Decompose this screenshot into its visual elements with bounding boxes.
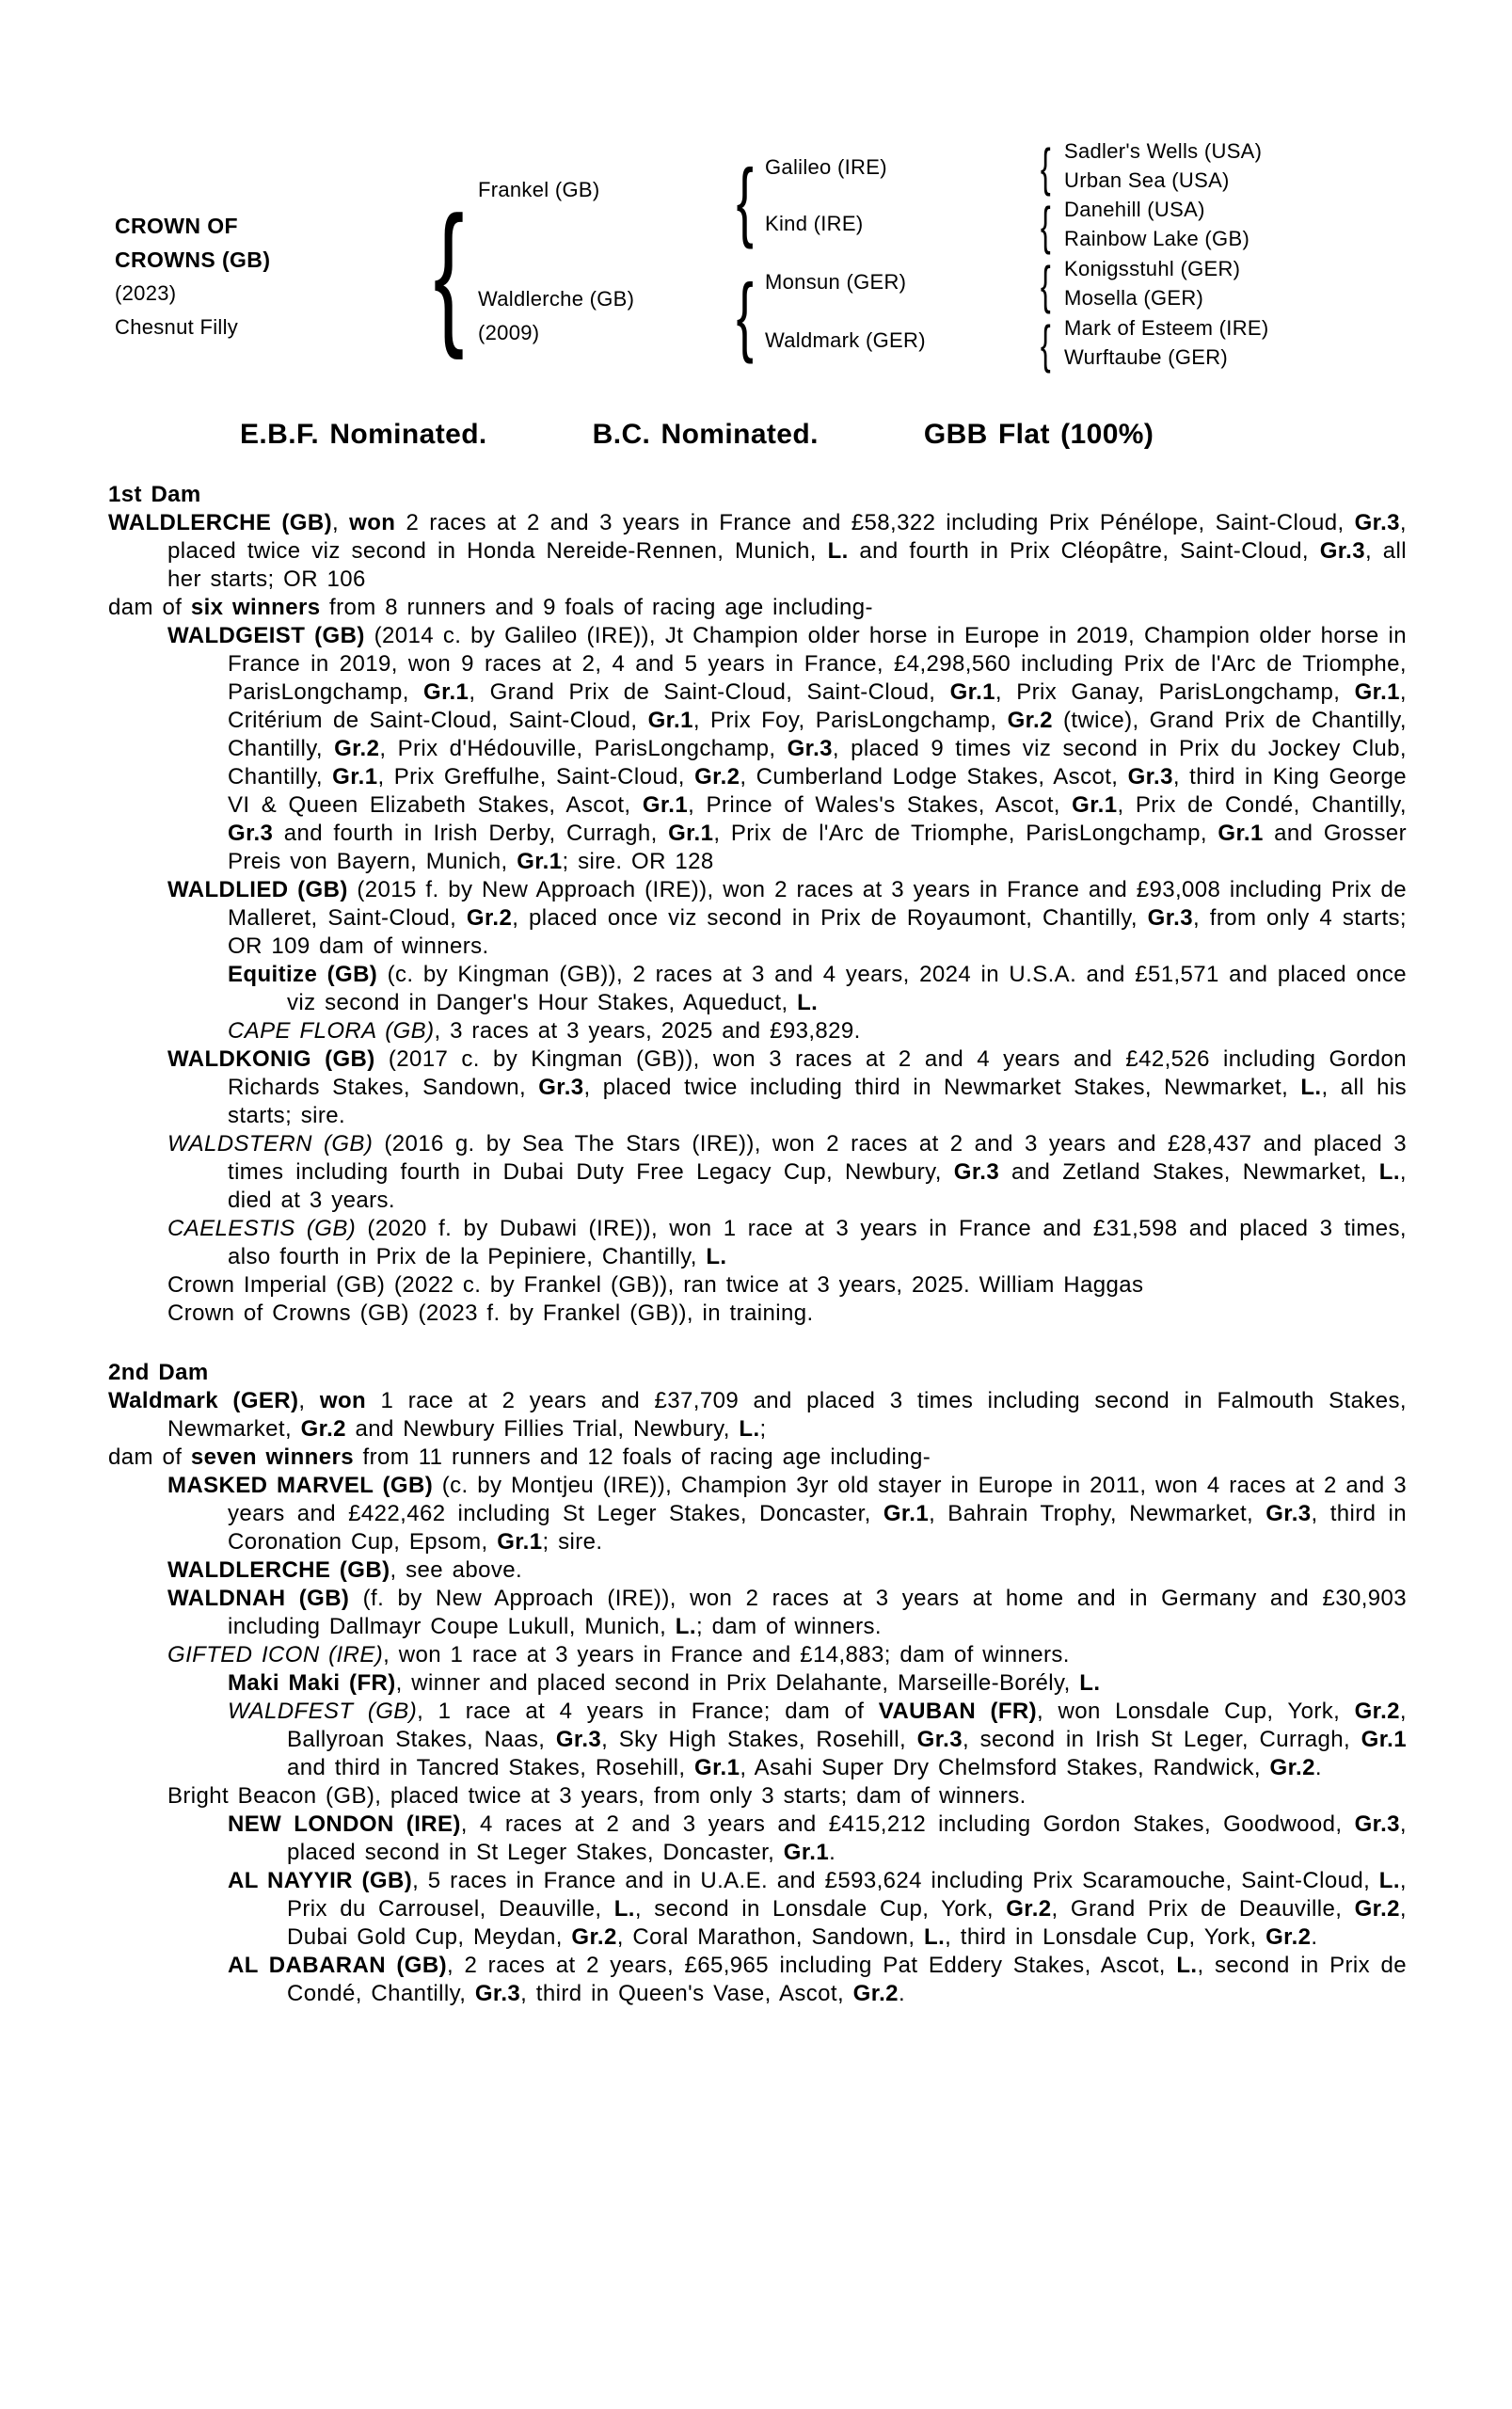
- text-run: L.: [1176, 1953, 1198, 1978]
- entry-crown-of-crowns: [108, 1300, 1407, 1328]
- ebf-nominated-label: E.B.F. Nominated.: [240, 419, 487, 450]
- dam-name: Waldlerche (GB): [478, 287, 635, 311]
- great-grandparent-3: Danehill (USA): [1064, 198, 1205, 221]
- text-run: (2014 c. by Galileo (IRE)), Jt Champion older horse in Europe in 2019, Champion older horse in France in 2019, won 9 races at 2, 4 and 5 years in France, £4,298,560 including Prix de l'Arc de Triomphe, ParisLongchamp,: [228, 623, 1407, 705]
- text-run: MASKED MARVEL (GB): [167, 1473, 434, 1498]
- text-run: Gr.1: [1218, 821, 1264, 846]
- subject-description: Chesnut Filly: [115, 315, 239, 339]
- text-run: won: [349, 510, 396, 535]
- great-grandparent-7: Mark of Esteem (IRE): [1064, 316, 1269, 340]
- grandparent-dam-sire: Monsun (GER): [765, 270, 907, 294]
- text-run: Gr.1: [517, 849, 563, 874]
- text-run: ; sire. OR 128: [562, 849, 714, 874]
- brace-gg-pair-4: [1032, 312, 1058, 376]
- text-run: L.: [924, 1924, 946, 1950]
- text-run: , placed second in St Leger Stakes, Doncaster,: [287, 1811, 1407, 1865]
- text-run: , died at 3 years.: [228, 1159, 1407, 1213]
- text-run: Gr.1: [1072, 792, 1118, 818]
- great-grandparent-2: Urban Sea (USA): [1064, 168, 1230, 192]
- text-run: , Asahi Super Dry Chelmsford Stakes, Randwick,: [740, 1755, 1270, 1780]
- great-grandparent-8: Wurftaube (GER): [1064, 345, 1229, 369]
- text-run: , 4 races at 2 and 3 years and £415,212 including Gordon Stakes, Goodwood,: [460, 1811, 1355, 1837]
- text-run: ,: [298, 1388, 320, 1413]
- text-run: 1 race at 2 years and £37,709 and placed 3 times including second in Falmouth Stakes, Newmarket,: [167, 1388, 1407, 1442]
- text-run: , third in Queen's Vase, Ascot,: [520, 1981, 853, 2006]
- text-run: GIFTED ICON (IRE): [167, 1642, 384, 1667]
- text-run: , second in Prix de Condé, Chantilly,: [287, 1953, 1408, 2006]
- text-run: Gr.3: [474, 1981, 521, 2006]
- text-run: Maki Maki (FR): [228, 1670, 396, 1696]
- text-run: , winner and placed second in Prix Delahante, Marseille-Borély,: [395, 1670, 1080, 1696]
- text-run: Crown Imperial (GB) (2022 c. by Frankel (GB)), ran twice at 3 years, 2025. William Haggas: [167, 1272, 1144, 1298]
- text-run: , placed twice viz second in Honda Nereide-Rennen, Munich,: [167, 510, 1407, 564]
- grandparent-dam-dam: Waldmark (GER): [765, 328, 926, 352]
- grandparent-sire-dam: Kind (IRE): [765, 212, 864, 235]
- text-run: (twice), Grand Prix de Chantilly, Chantilly,: [228, 708, 1407, 761]
- text-run: , Prix de Condé, Chantilly,: [1117, 792, 1407, 818]
- dam-of-six-winners: [108, 594, 1407, 622]
- text-run: Gr.2: [1006, 1896, 1052, 1922]
- entry-waldgeist: [108, 622, 1407, 876]
- text-run: L.: [675, 1614, 696, 1639]
- text-run: Gr.1: [783, 1840, 830, 1865]
- text-run: WALDNAH (GB): [167, 1586, 350, 1611]
- entry-equitize: [108, 961, 1407, 1017]
- text-run: (2017 c. by Kingman (GB)), won 3 races at 2 and 4 years and £42,526 including Gordon Richards Stakes, Sandown,: [228, 1046, 1408, 1100]
- text-run: VAUBAN (FR): [878, 1699, 1038, 1724]
- text-run: Gr.3: [1354, 510, 1400, 535]
- text-run: , Ballyroan Stakes, Naas,: [287, 1699, 1407, 1752]
- text-run: , Critérium de Saint-Cloud, Saint-Cloud,: [228, 679, 1407, 733]
- text-run: , Prix Foy, ParisLongchamp,: [692, 708, 1008, 733]
- text-run: (f. by New Approach (IRE)), won 2 races at 3 years at home and in Germany and £30,903 including Dallmayr Coupe Lukull, Munich,: [228, 1586, 1407, 1639]
- text-run: WALDFEST (GB): [228, 1699, 418, 1724]
- grandparent-sire-sire: Galileo (IRE): [765, 155, 887, 179]
- text-run: , 3 races at 3 years, 2025 and £93,829.: [434, 1018, 861, 1044]
- dam-year: (2009): [478, 321, 540, 344]
- text-run: and Grosser Preis von Bayern, Munich,: [228, 821, 1407, 874]
- text-run: , won Lonsdale Cup, York,: [1037, 1699, 1355, 1724]
- text-run: WALDLERCHE (GB): [108, 510, 332, 535]
- great-grandparent-5: Konigsstuhl (GER): [1064, 257, 1241, 280]
- text-run: Waldmark (GER): [108, 1388, 299, 1413]
- text-run: CAELESTIS (GB): [167, 1216, 357, 1241]
- text-run: Gr.1: [668, 821, 714, 846]
- text-run: Gr.1: [423, 679, 470, 705]
- text-run: and third in Tancred Stakes, Rosehill,: [287, 1755, 695, 1780]
- great-grandparent-4: Rainbow Lake (GB): [1064, 227, 1250, 250]
- brace-gg-pair-2: [1032, 194, 1058, 258]
- text-run: and Zetland Stakes, Newmarket,: [999, 1159, 1379, 1185]
- text-run: Gr.2: [1265, 1924, 1312, 1950]
- text-run: Gr.2: [852, 1981, 899, 2006]
- text-run: ;: [759, 1416, 767, 1442]
- text-run: , Prix Ganay, ParisLongchamp,: [995, 679, 1355, 705]
- text-run: Gr.1: [1354, 679, 1400, 705]
- text-run: , Cumberland Lodge Stakes, Ascot,: [740, 764, 1128, 790]
- section-heading: 2nd Dam: [108, 1360, 209, 1385]
- entry-al-nayyir: [108, 1867, 1407, 1952]
- entry-gifted-icon: [108, 1641, 1407, 1669]
- text-run: Gr.2: [1354, 1699, 1400, 1724]
- entry-waldmark: [108, 1387, 1407, 1444]
- entry-maki-maki: [108, 1669, 1407, 1698]
- text-run: , Prix d'Hédouville, ParisLongchamp,: [379, 736, 788, 761]
- text-run: Gr.1: [949, 679, 995, 705]
- entry-waldlied: [108, 876, 1407, 961]
- text-run: WALDLERCHE (GB): [167, 1557, 390, 1583]
- text-run: won: [319, 1388, 367, 1413]
- text-run: , second in Irish St Leger, Curragh,: [962, 1727, 1361, 1752]
- dam-of-seven-winners: [108, 1444, 1407, 1472]
- text-run: WALDGEIST (GB): [167, 623, 365, 648]
- text-run: Gr.3: [787, 736, 833, 761]
- text-run: ; dam of winners.: [695, 1614, 882, 1639]
- text-run: (2015 f. by New Approach (IRE)), won 2 races at 3 years in France and £93,008 including Prix de Malleret, Saint-Cloud,: [228, 877, 1407, 931]
- text-run: , Prince of Wales's Stakes, Ascot,: [688, 792, 1073, 818]
- text-run: Gr.1: [647, 708, 693, 733]
- text-run: Gr.2: [1269, 1755, 1315, 1780]
- sire-name: Frankel (GB): [478, 178, 600, 201]
- text-run: Gr.3: [1127, 764, 1173, 790]
- text-run: , second in Lonsdale Cup, York,: [634, 1896, 1007, 1922]
- text-run: .: [898, 1981, 906, 2006]
- text-run: Gr.1: [883, 1501, 930, 1526]
- text-run: from 8 runners and 9 foals of racing age including-: [320, 595, 873, 620]
- text-run: Gr.3: [1319, 538, 1365, 564]
- text-run: ; sire.: [542, 1529, 603, 1555]
- text-run: , Coral Marathon, Sandown,: [616, 1924, 925, 1950]
- text-run: , Grand Prix de Saint-Cloud, Saint-Cloud,: [469, 679, 950, 705]
- text-run: .: [829, 1840, 836, 1865]
- text-run: (c. by Montjeu (IRE)), Champion 3yr old stayer in Europe in 2011, won 4 races at 2 and 3 years and £422,462 including St Leger Stakes, Doncaster,: [228, 1473, 1407, 1526]
- text-run: Gr.3: [1265, 1501, 1312, 1526]
- text-run: , won 1 race at 3 years in France and £14,883; dam of winners.: [383, 1642, 1070, 1667]
- text-run: from 11 runners and 12 foals of racing age including-: [353, 1444, 931, 1470]
- dam-block: [478, 282, 634, 350]
- text-run: Gr.1: [694, 1755, 740, 1780]
- text-run: , placed twice including third in Newmarket Stakes, Newmarket,: [583, 1075, 1301, 1100]
- text-run: Gr.1: [332, 764, 378, 790]
- text-run: Gr.3: [555, 1727, 602, 1752]
- text-run: AL NAYYIR (GB): [228, 1868, 413, 1893]
- text-run: dam of: [108, 595, 191, 620]
- text-run: , Dubai Gold Cup, Meydan,: [287, 1896, 1407, 1950]
- brace-generation-1: [420, 174, 478, 370]
- text-run: (c. by Kingman (GB)), 2 races at 3 and 4 years, 2024 in U.S.A. and £51,571 and placed once viz second in Danger's Hour Stakes, Aqueduct,: [287, 962, 1407, 1015]
- text-run: , Sky High Stakes, Rosehill,: [601, 1727, 917, 1752]
- entry-waldlerche-see-above: [108, 1556, 1407, 1585]
- text-run: Gr.3: [953, 1159, 1000, 1185]
- text-run: WALDSTERN (GB): [167, 1131, 374, 1157]
- text-run: , third in Coronation Cup, Epsom,: [228, 1501, 1407, 1555]
- entry-caelestis: [108, 1215, 1407, 1271]
- brace-sire-parents: [727, 146, 763, 254]
- text-run: Gr.3: [228, 821, 274, 846]
- text-run: , placed once viz second in Prix de Royaumont, Chantilly,: [512, 905, 1148, 931]
- text-run: WALDKONIG (GB): [167, 1046, 375, 1072]
- text-run: 2 races at 2 and 3 years in France and £58,322 including Prix Pénélope, Saint-Cloud,: [395, 510, 1355, 535]
- text-run: Bright Beacon (GB), placed twice at 3 years, from only 3 starts; dam of winners.: [167, 1783, 1027, 1809]
- text-run: , third in King George VI & Queen Elizabeth Stakes, Ascot,: [228, 764, 1407, 818]
- text-run: Gr.2: [334, 736, 380, 761]
- text-run: L.: [739, 1416, 760, 1442]
- text-run: , Grand Prix de Deauville,: [1051, 1896, 1355, 1922]
- section-1st-dam: [108, 481, 1407, 1328]
- text-run: , placed 9 times viz second in Prix du Jockey Club, Chantilly,: [228, 736, 1407, 790]
- text-run: Gr.1: [1361, 1727, 1407, 1752]
- nomination-line: [240, 421, 1407, 449]
- text-run: .: [1314, 1755, 1322, 1780]
- text-run: AL DABARAN (GB): [228, 1953, 447, 1978]
- text-run: L.: [1300, 1075, 1322, 1100]
- gbb-flat-label: GBB Flat (100%): [923, 419, 1154, 450]
- catalogue-body: [108, 421, 1407, 2008]
- subject-horse-block: [115, 209, 270, 344]
- text-run: , Bahrain Trophy, Newmarket,: [929, 1501, 1266, 1526]
- text-run: (2020 f. by Dubawi (IRE)), won 1 race at 3 years in France and £31,598 and placed 3 times, also fourth in Prix de la Pepiniere, Chantilly,: [228, 1216, 1407, 1269]
- text-run: and fourth in Prix Cléopâtre, Saint-Cloud,: [848, 538, 1320, 564]
- dam-sections: [108, 481, 1407, 2008]
- text-run: , 5 races in France and in U.A.E. and £593,624 including Prix Scaramouche, Saint-Cloud,: [412, 1868, 1379, 1893]
- text-run: Gr.2: [1354, 1896, 1400, 1922]
- section-heading: 1st Dam: [108, 482, 201, 507]
- text-run: , all his starts; sire.: [228, 1075, 1408, 1128]
- text-run: Gr.1: [497, 1529, 543, 1555]
- text-run: CAPE FLORA (GB): [228, 1018, 435, 1044]
- text-run: six winners: [190, 595, 321, 620]
- entry-new-london: [108, 1811, 1407, 1867]
- entry-waldlerche: [108, 509, 1407, 594]
- text-run: L.: [613, 1896, 635, 1922]
- entry-waldkonig: [108, 1045, 1407, 1130]
- entry-waldstern: [108, 1130, 1407, 1215]
- text-run: , third in Lonsdale Cup, York,: [945, 1924, 1266, 1950]
- text-run: dam of: [108, 1444, 191, 1470]
- subject-name-line1: CROWN OF: [115, 214, 238, 238]
- text-run: (2016 g. by Sea The Stars (IRE)), won 2 races at 2 and 3 years and £28,437 and placed 3 times including fourth in Dubai Duty Free Legacy Cup, Newbury,: [228, 1131, 1407, 1185]
- text-run: L.: [797, 990, 819, 1015]
- text-run: L.: [1378, 1159, 1400, 1185]
- text-run: , Prix Greffulhe, Saint-Cloud,: [377, 764, 695, 790]
- section-2nd-dam: [108, 1359, 1407, 2008]
- entry-crown-imperial: [108, 1271, 1407, 1300]
- great-grandparent-6: Mosella (GER): [1064, 286, 1204, 310]
- subject-year: (2023): [115, 281, 177, 305]
- text-run: .: [1311, 1924, 1318, 1950]
- text-run: Gr.2: [466, 905, 513, 931]
- text-run: Gr.3: [1147, 905, 1193, 931]
- text-run: Crown of Crowns (GB) (2023 f. by Frankel (GB)), in training.: [167, 1300, 814, 1326]
- text-run: Gr.3: [916, 1727, 963, 1752]
- subject-name-line2: CROWNS (GB): [115, 247, 271, 272]
- text-run: L.: [1079, 1670, 1101, 1696]
- text-run: Gr.2: [300, 1416, 346, 1442]
- great-grandparent-1: Sadler's Wells (USA): [1064, 139, 1263, 163]
- entry-al-dabaran: [108, 1952, 1407, 2008]
- text-run: , 1 race at 4 years in France; dam of: [417, 1699, 879, 1724]
- text-run: L.: [1378, 1868, 1400, 1893]
- text-run: Gr.2: [571, 1924, 617, 1950]
- text-run: , see above.: [390, 1557, 523, 1583]
- text-run: and fourth in Irish Derby, Curragh,: [273, 821, 669, 846]
- text-run: Gr.2: [694, 764, 740, 790]
- text-run: and Newbury Fillies Trial, Newbury,: [345, 1416, 740, 1442]
- entry-bright-beacon: [108, 1782, 1407, 1811]
- text-run: Gr.1: [642, 792, 689, 818]
- entry-waldfest: [108, 1698, 1407, 1782]
- text-run: Gr.3: [1354, 1811, 1400, 1837]
- text-run: NEW LONDON (IRE): [228, 1811, 461, 1837]
- brace-gg-pair-1: [1032, 136, 1058, 199]
- entry-masked-marvel: [108, 1472, 1407, 1556]
- text-run: , 2 races at 2 years, £65,965 including Pat Eddery Stakes, Ascot,: [446, 1953, 1177, 1978]
- text-run: seven winners: [190, 1444, 354, 1470]
- bc-nominated-label: B.C. Nominated.: [592, 419, 819, 450]
- text-run: , Prix de l'Arc de Triomphe, ParisLongchamp,: [713, 821, 1218, 846]
- brace-gg-pair-3: [1032, 253, 1058, 317]
- entry-cape-flora: [108, 1017, 1407, 1045]
- text-run: Equitize (GB): [228, 962, 378, 987]
- text-run: Gr.3: [538, 1075, 584, 1100]
- text-run: , all her starts; OR 106: [167, 538, 1407, 592]
- text-run: L.: [706, 1244, 727, 1269]
- text-run: Gr.2: [1007, 708, 1053, 733]
- text-run: WALDLIED (GB): [167, 877, 348, 902]
- entry-waldnah: [108, 1585, 1407, 1641]
- text-run: L.: [827, 538, 849, 564]
- text-run: ,: [332, 510, 350, 535]
- text-run: , from only 4 starts; OR 109 dam of winners.: [228, 905, 1407, 959]
- brace-dam-parents: [727, 261, 763, 369]
- text-run: , Prix du Carrousel, Deauville,: [287, 1868, 1407, 1922]
